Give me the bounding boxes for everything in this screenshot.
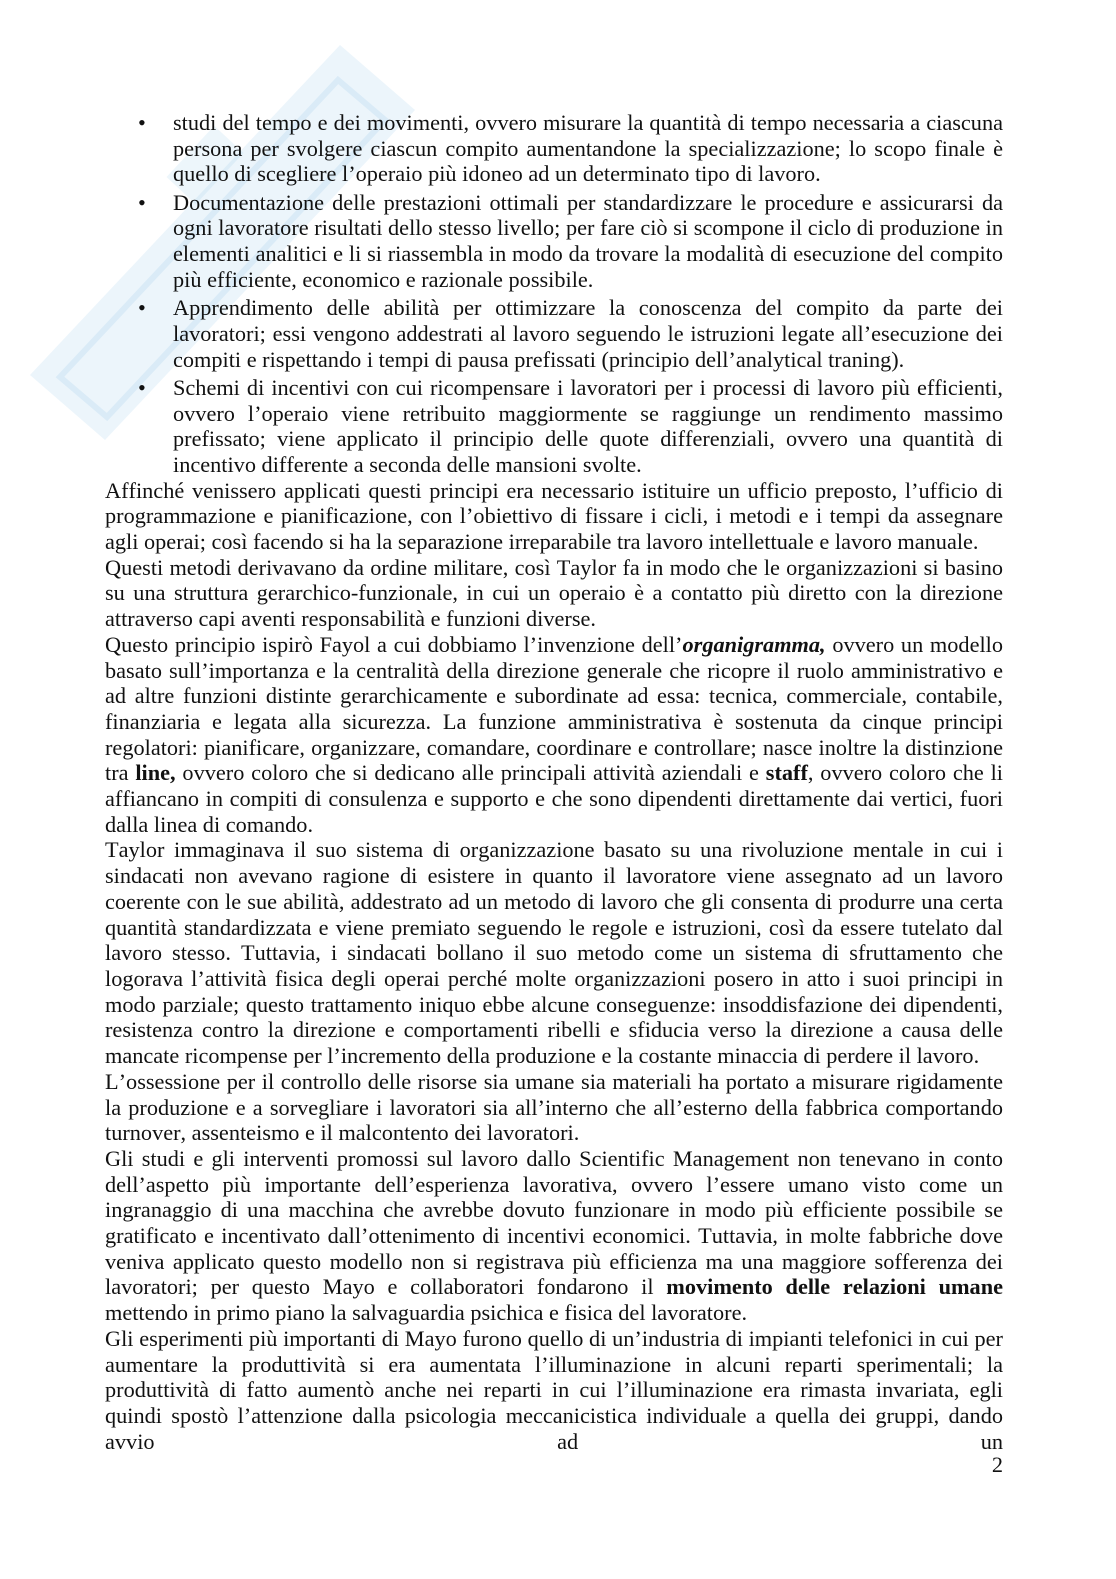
text-run: mettendo in primo piano la salvaguardia psichica e fisica del lavoratore. bbox=[105, 1300, 748, 1326]
term-staff: staff bbox=[765, 760, 808, 786]
document-body bbox=[105, 110, 1003, 1454]
list-item bbox=[105, 190, 1003, 293]
paragraph-scientific-management bbox=[105, 1146, 1003, 1326]
paragraph-fayol bbox=[105, 632, 1003, 838]
paragraph-ossessione: L’ossessione per il controllo delle risorse sia umane sia materiali ha portato a misurare rigidamente la produzione e a sorvegliare i lavoratori sia all’interno che all’esterno della fabbrica comportando turnover, assenteismo e il malcontento dei lavoratori. bbox=[105, 1068, 1003, 1146]
list-item bbox=[105, 375, 1003, 478]
list-item bbox=[105, 110, 1003, 187]
list-item-text: studi del tempo e dei movimenti, ovvero misurare la quantità di tempo necessaria a ciascuna persona per svolgere ciascun compito aumentandone la specializzazione; lo scopo finale è quello di scegliere l’operaio più idoneo ad un determinato tipo di lavoro. bbox=[173, 110, 1003, 187]
term-organigramma: organigramma, bbox=[682, 631, 826, 657]
paragraph-mayo: Gli esperimenti più importanti di Mayo furono quello di un’industria di impianti telefonici in cui per aumentare la produttività si era aumentata l’illuminazione in alcuni reparti sperimentali; la produttività di fatto aumentò anche nei reparti in cui l’illuminazione era rimasta invariata, egli quindi spostò l’attenzione dalla psicologia meccanicistica individuale a quella dei gruppi, dando avvio ad un bbox=[105, 1325, 1003, 1454]
text-run: ovvero coloro che si dedicano alle principali attività aziendali e bbox=[175, 760, 766, 786]
text-run: Questo principio ispirò Fayol a cui dobbiamo l’invenzione dell’ bbox=[105, 631, 683, 657]
text-run: , ovvero coloro che li affiancano in compiti di consulenza e supporto e che sono dipendenti direttamente dai vertici, fuori dalla linea di comando. bbox=[105, 760, 1003, 837]
bullet-marker: • bbox=[138, 189, 146, 215]
bullet-marker: • bbox=[138, 295, 146, 321]
bullet-marker: • bbox=[138, 374, 146, 400]
paragraph-ufficio: Affinché venissero applicati questi principi era necessario istituire un ufficio preposto, l’ufficio di programmazione e pianificazione, con l’obiettivo di fissare i cicli, i metodi e i tempi da assegnare agli operai; così facendo si ha la separazione irreparabile tra lavoro intellettuale e lavoro manuale. bbox=[105, 477, 1003, 555]
page-number: 2 bbox=[991, 1452, 1003, 1477]
list-item-text: Schemi di incentivi con cui ricompensare i lavoratori per i processi di lavoro più efficienti, ovvero l’operaio viene retribuito maggiormente se raggiunge un rendimento massimo prefissato; viene applicato il principio delle quote differenziali, ovvero una quantità di incentivo differente a seconda delle mansioni svolte. bbox=[173, 374, 1003, 477]
term-relazioni-umane: movimento delle relazioni umane bbox=[666, 1274, 1003, 1300]
text-run: Gli studi e gli interventi promossi sul lavoro dallo Scientific Management non tenevano in conto dell’aspetto più importante dell’esperienza lavorativa, ovvero l’essere umano visto come un ingranaggio di una macchina che avrebbe dovuto funzionare in modo più efficiente possibile se gratificato e incentivato dall’ottenimento di incentivi economici. Tuttavia, in molte fabbriche dove veniva applicato questo modello non si registrava più efficienza ma una maggiore sofferenza dei lavoratori; per questo Mayo e collaboratori fondarono il bbox=[105, 1145, 1003, 1300]
paragraph-metodi-militari: Questi metodi derivavano da ordine militare, così Taylor fa in modo che le organizzazioni si basino su una struttura gerarchico-funzionale, in cui un operaio è a contatto più diretto con la direzione attraverso capi aventi responsabilità e funzioni diverse. bbox=[105, 554, 1003, 632]
list-item-text: Documentazione delle prestazioni ottimali per standardizzare le procedure e assicurarsi da ogni lavoratore risultati dello stesso livello; per fare ciò si scompone il ciclo di produzione in elementi analitici e li si riassembla in modo da trovare la modalità di esecuzione del compito più efficiente, economico e razionale possibile. bbox=[173, 189, 1003, 292]
list-item bbox=[105, 295, 1003, 372]
list-item-text: Apprendimento delle abilità per ottimizzare la conoscenza del compito da parte dei lavoratori; essi vengono addestrati al lavoro seguendo le istruzioni legate all’esecuzione dei compiti e rispettando i tempi di pausa prefissati (principio dell’analytical traning). bbox=[173, 295, 1003, 372]
bullet-list bbox=[105, 110, 1003, 478]
text-run: ovvero un modello basato sull’importanza e la centralità della direzione generale che ricopre il ruolo amministrativo e ad altre funzioni distinte gerarchicamente e subordinate ad essa: tecnica, commerciale, contabile, finanziaria e legata alla sicurezza. La funzione amministrativa è sostenuta da cinque principi regolatori: pianificare, organizzare, comandare, coordinare e controllare; nasce inoltre la distinzione tra bbox=[105, 631, 1004, 786]
term-line: line, bbox=[135, 760, 176, 786]
paragraph-taylor: Taylor immaginava il suo sistema di organizzazione basato su una rivoluzione mentale in cui i sindacati non avevano ragione di esistere in quanto il lavoratore viene assegnato ad un lavoro coerente con le sue abilità, addestrato ad un metodo di lavoro che gli consenta di produrre una certa quantità standardizzata e viene premiato seguendo le regole e istruzioni, così da essere tutelato dal lavoro stesso. Tuttavia, i sindacati bollano il suo metodo come un sistema di sfruttamento che logorava l’attività fisica degli operai perché molte organizzazioni posero in atto i suoi principi in modo parziale; questo trattamento iniquo ebbe alcune conseguenze: insoddisfazione dei dipendenti, resistenza contro la direzione e comportamenti ribelli e sfiducia verso la direzione a causa delle mancate ricompense per l’incremento della produzione e la costante minaccia di perdere il lavoro. bbox=[105, 837, 1003, 1069]
bullet-marker: • bbox=[138, 110, 146, 135]
